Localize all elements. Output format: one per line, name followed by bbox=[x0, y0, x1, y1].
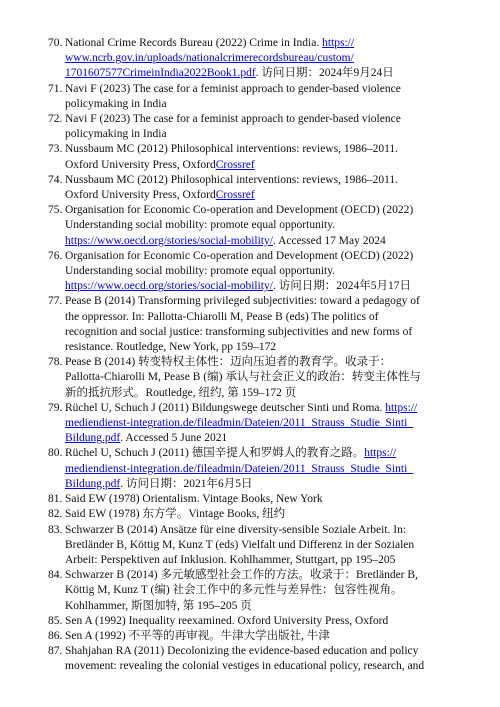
reference-item bbox=[48, 173, 468, 203]
reference-text-after: . Accessed 17 May 2024 bbox=[272, 234, 386, 247]
reference-text: Pease B (2014) Transforming privileged subjectivities: toward a pedagogy of the oppressor. In: Pallotta-Chiarolli M, Pease B (eds) The politics of recognition and social justice: transforming subjectivities and new forms of resistance. Routledge, New York, pp 159–172 bbox=[65, 295, 420, 354]
reference-text: Organisation for Economic Co-operation and Development (OECD) (2022) Understanding social mobility: promote equal opportunity. bbox=[65, 249, 414, 278]
reference-text: Said EW (1978) Orientalism. Vintage Books, New York bbox=[65, 493, 323, 506]
reference-item bbox=[48, 36, 468, 82]
reference-text-after: . 访问日期：2024年5月17日 bbox=[272, 280, 411, 293]
reference-text-after: . 访问日期：2021年6月5日 bbox=[120, 477, 253, 490]
reference-text-after: . 访问日期：2024年9月24日 bbox=[255, 67, 394, 80]
reference-item bbox=[48, 82, 468, 112]
reference-item bbox=[48, 112, 468, 142]
reference-number: 80. bbox=[48, 447, 63, 460]
reference-text: Shahjahan RA (2011) Decolonizing the evidence-based education and policy movement: revealing the colonial vestiges in educational policy, research, and bbox=[65, 645, 425, 673]
reference-link[interactable]: https://www.oecd.org/stories/social-mobility/ bbox=[65, 280, 273, 293]
reference-text: Nussbaum MC (2012) Philosophical interventions: reviews, 1986–2011. Oxford University Press, Oxford bbox=[65, 143, 399, 171]
reference-number: 77. bbox=[48, 295, 63, 308]
reference-text: Navi F (2023) The case for a feminist approach to gender-based violence policymaking in India bbox=[65, 82, 401, 110]
reference-number: 76. bbox=[48, 249, 63, 262]
reference-item bbox=[48, 401, 468, 447]
reference-item bbox=[48, 492, 468, 507]
reference-item bbox=[48, 294, 468, 355]
reference-number: 72. bbox=[48, 113, 63, 126]
reference-number: 81. bbox=[48, 493, 63, 506]
crossref-link[interactable]: Crossref bbox=[215, 158, 255, 171]
reference-number: 87. bbox=[48, 645, 63, 658]
reference-link[interactable]: https:// mediendienst-integration.de/fileadmin/Dateien/2011_Strauss_Studie_Sinti_ Bildung.pdf bbox=[65, 447, 414, 490]
reference-text: Pease B (2014) 转变特权主体性：迈向压迫者的教育学。收录于： Pallotta-Chiarolli M, Pease B (编) 承认与社会正义的政治：转变主体性与 新的抵抗形式。Routledge, 纽约, 第 159–172 页 bbox=[65, 356, 421, 399]
reference-text: Schwarzer B (2014) Ansätze für eine diversity-sensible Soziale Arbeit. In: Bretländer B, Köttig M, Kunz T (eds) Vielfalt und Differenz in der Sozialen Arbeit: Perspektiven auf Inklusion. Kohlhammer, Stuttgart, pp 195–205 bbox=[65, 523, 415, 566]
reference-number: 79. bbox=[48, 401, 63, 414]
reference-number: 84. bbox=[48, 569, 63, 582]
reference-text: Navi F (2023) The case for a feminist approach to gender-based violence policymaking in India bbox=[65, 113, 401, 141]
reference-text-after: . Accessed 5 June 2021 bbox=[120, 432, 228, 445]
reference-text: Schwarzer B (2014) 多元敏感型社会工作的方法。收录于：Bretländer B, Köttig M, Kunz T (编) 社会工作中的多元性与差异性：包容性视角。 Kohlhammer, 斯图加特, 第 195–205 页 bbox=[65, 569, 418, 612]
reference-number: 86. bbox=[48, 629, 63, 642]
reference-item bbox=[48, 142, 468, 172]
reference-item bbox=[48, 629, 468, 644]
reference-number: 73. bbox=[48, 143, 63, 156]
reference-link[interactable]: https://www.oecd.org/stories/social-mobility/ bbox=[65, 234, 273, 247]
reference-text: Sen A (1992) Inequality reexamined. Oxford University Press, Oxford bbox=[65, 614, 389, 627]
reference-text: Organisation for Economic Co-operation and Development (OECD) (2022) Understanding social mobility: promote equal opportunity. bbox=[65, 204, 414, 232]
reference-link[interactable]: https:// www.ncrb.gov.in/uploads/nationalcrimerecordsbureau/custom/ 1701607577CrimeinIndia2022Book1.pdf bbox=[65, 37, 355, 80]
reference-item bbox=[48, 568, 468, 614]
reference-number: 85. bbox=[48, 614, 63, 627]
reference-number: 75. bbox=[48, 204, 63, 217]
reference-number: 71. bbox=[48, 82, 63, 95]
reference-item bbox=[48, 614, 468, 629]
reference-item bbox=[48, 249, 468, 295]
reference-text: Rüchel U, Schuch J (2011) Bildungswege deutscher Sinti und Roma. bbox=[65, 401, 386, 414]
reference-text: Rüchel U, Schuch J (2011) 德国辛提人和罗姆人的教育之路。 bbox=[65, 447, 365, 460]
crossref-link[interactable]: Crossref bbox=[215, 189, 255, 202]
reference-number: 83. bbox=[48, 523, 63, 536]
reference-item bbox=[48, 355, 468, 401]
reference-list bbox=[48, 36, 468, 675]
reference-item bbox=[48, 523, 468, 569]
reference-text: Nussbaum MC (2012) Philosophical interventions: reviews, 1986–2011. Oxford University Press, Oxford bbox=[65, 173, 399, 202]
reference-text: Sen A (1992) 不平等的再审视。牛津大学出版社, 牛津 bbox=[65, 629, 330, 642]
reference-number: 78. bbox=[48, 356, 63, 369]
reference-number: 70. bbox=[48, 37, 63, 49]
reference-number: 82. bbox=[48, 508, 63, 521]
reference-item bbox=[48, 507, 468, 522]
reference-text: National Crime Records Bureau (2022) Crime in India. bbox=[65, 37, 323, 49]
reference-number: 74. bbox=[48, 173, 63, 186]
reference-item bbox=[48, 203, 468, 249]
reference-link[interactable]: https:// mediendienst-integration.de/fileadmin/Dateien/2011_Strauss_Studie_Sinti_ Bildung.pdf bbox=[65, 401, 418, 445]
reference-item bbox=[48, 446, 468, 492]
reference-item bbox=[48, 644, 468, 674]
reference-text: Said EW (1978) 东方学。Vintage Books, 纽约 bbox=[65, 508, 286, 521]
